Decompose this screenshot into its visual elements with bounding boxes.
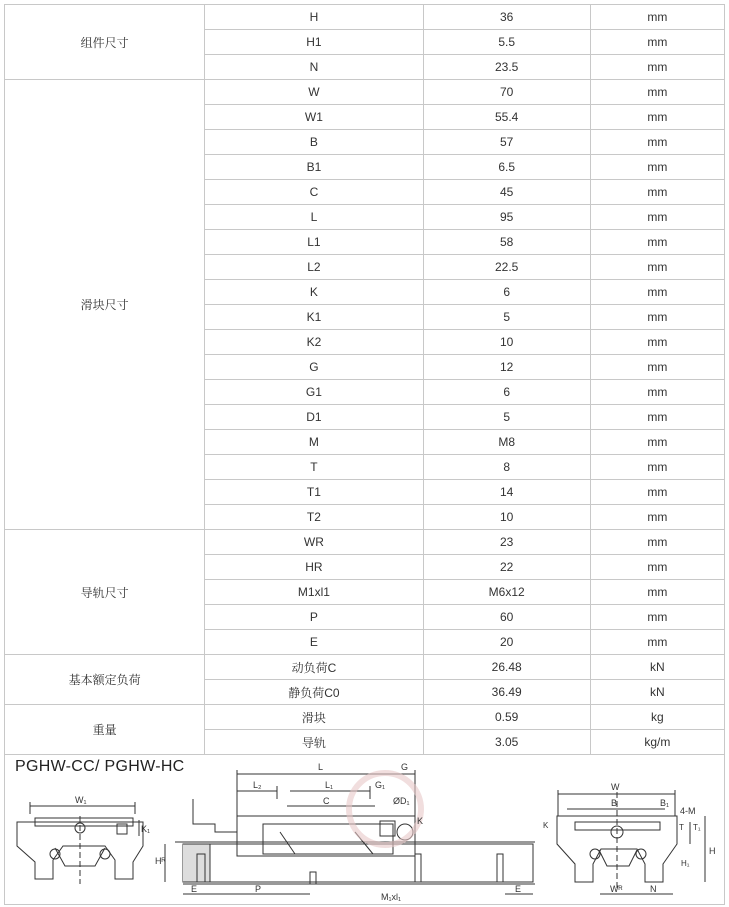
value-cell: 14 bbox=[423, 480, 590, 505]
group-cell-assembly: 组件尺寸 bbox=[5, 5, 205, 80]
value-cell: 45 bbox=[423, 180, 590, 205]
drawing-title: PGHW-CC/ PGHW-HC bbox=[15, 758, 185, 775]
value-cell: 36.49 bbox=[423, 680, 590, 705]
param-cell: C bbox=[205, 180, 423, 205]
label-l2: L₂ bbox=[253, 780, 262, 790]
param-cell: T bbox=[205, 455, 423, 480]
value-cell: 22.5 bbox=[423, 255, 590, 280]
unit-cell: mm bbox=[590, 505, 724, 530]
label-m1l1: M₁xl₁ bbox=[381, 892, 402, 902]
table-row bbox=[5, 5, 725, 30]
label-k1: K₁ bbox=[141, 824, 151, 834]
value-cell: M6x12 bbox=[423, 580, 590, 605]
value-cell: 57 bbox=[423, 130, 590, 155]
param-cell: L bbox=[205, 205, 423, 230]
value-cell: 36 bbox=[423, 5, 590, 30]
unit-cell: mm bbox=[590, 155, 724, 180]
value-cell: 55.4 bbox=[423, 105, 590, 130]
unit-cell: mm bbox=[590, 330, 724, 355]
label-t1: T₁ bbox=[693, 823, 701, 832]
label-d1: ØD₁ bbox=[393, 796, 410, 806]
unit-cell: mm bbox=[590, 105, 724, 130]
label-c: C bbox=[323, 796, 330, 806]
label-w: W bbox=[611, 782, 620, 792]
unit-cell: kg bbox=[590, 705, 724, 730]
spec-table bbox=[4, 4, 725, 755]
param-cell: K1 bbox=[205, 305, 423, 330]
value-cell: 23.5 bbox=[423, 55, 590, 80]
unit-cell: kN bbox=[590, 680, 724, 705]
label-h1: H₁ bbox=[681, 859, 690, 868]
group-cell-weight: 重量 bbox=[5, 705, 205, 755]
unit-cell: kN bbox=[590, 655, 724, 680]
unit-cell: mm bbox=[590, 80, 724, 105]
unit-cell: mm bbox=[590, 405, 724, 430]
unit-cell: mm bbox=[590, 630, 724, 655]
param-cell: T2 bbox=[205, 505, 423, 530]
param-cell: B bbox=[205, 130, 423, 155]
param-cell: 静负荷C0 bbox=[205, 680, 423, 705]
unit-cell: mm bbox=[590, 380, 724, 405]
group-cell-block: 滑块尺寸 bbox=[5, 80, 205, 530]
param-cell: 导轨 bbox=[205, 730, 423, 755]
unit-cell: mm bbox=[590, 555, 724, 580]
label-p: P bbox=[255, 884, 262, 894]
value-cell: 3.05 bbox=[423, 730, 590, 755]
value-cell: 6 bbox=[423, 380, 590, 405]
value-cell: 26.48 bbox=[423, 655, 590, 680]
value-cell: 6 bbox=[423, 280, 590, 305]
unit-cell: mm bbox=[590, 355, 724, 380]
value-cell: 0.59 bbox=[423, 705, 590, 730]
unit-cell: mm bbox=[590, 5, 724, 30]
unit-cell: mm bbox=[590, 230, 724, 255]
label-hr: Hᴿ bbox=[155, 856, 166, 866]
unit-cell: mm bbox=[590, 480, 724, 505]
unit-cell: kg/m bbox=[590, 730, 724, 755]
label-n: N bbox=[650, 884, 657, 894]
label-g: G bbox=[401, 762, 409, 772]
table-row bbox=[5, 80, 725, 105]
param-cell: HR bbox=[205, 555, 423, 580]
param-cell: H1 bbox=[205, 30, 423, 55]
label-h: H bbox=[709, 846, 716, 856]
unit-cell: mm bbox=[590, 430, 724, 455]
param-cell: M bbox=[205, 430, 423, 455]
value-cell: 5 bbox=[423, 405, 590, 430]
front-view-left bbox=[17, 802, 143, 884]
unit-cell: mm bbox=[590, 55, 724, 80]
side-view bbox=[165, 770, 535, 894]
label-g1: G₁ bbox=[375, 780, 386, 790]
unit-cell: mm bbox=[590, 180, 724, 205]
label-4m: 4-M bbox=[680, 806, 696, 816]
param-cell: 滑块 bbox=[205, 705, 423, 730]
value-cell: 8 bbox=[423, 455, 590, 480]
value-cell: 58 bbox=[423, 230, 590, 255]
value-cell: 10 bbox=[423, 505, 590, 530]
param-cell: P bbox=[205, 605, 423, 630]
unit-cell: mm bbox=[590, 280, 724, 305]
param-cell: M1xl1 bbox=[205, 580, 423, 605]
label-wr: Wᴿ bbox=[610, 884, 623, 894]
param-cell: B1 bbox=[205, 155, 423, 180]
value-cell: 22 bbox=[423, 555, 590, 580]
label-w1: W₁ bbox=[75, 795, 87, 805]
param-cell: WR bbox=[205, 530, 423, 555]
param-cell: W bbox=[205, 80, 423, 105]
param-cell: 动负荷C bbox=[205, 655, 423, 680]
param-cell: K2 bbox=[205, 330, 423, 355]
value-cell: 10 bbox=[423, 330, 590, 355]
label-l: L bbox=[318, 762, 324, 772]
value-cell: 95 bbox=[423, 205, 590, 230]
value-cell: 5 bbox=[423, 305, 590, 330]
value-cell: 70 bbox=[423, 80, 590, 105]
drawing-panel bbox=[4, 754, 725, 905]
group-cell-rail: 导轨尺寸 bbox=[5, 530, 205, 655]
param-cell: G1 bbox=[205, 380, 423, 405]
unit-cell: mm bbox=[590, 580, 724, 605]
unit-cell: mm bbox=[590, 455, 724, 480]
label-k: K bbox=[417, 816, 424, 826]
unit-cell: mm bbox=[590, 305, 724, 330]
label-b: B bbox=[611, 798, 618, 808]
param-cell: K bbox=[205, 280, 423, 305]
value-cell: 12 bbox=[423, 355, 590, 380]
group-cell-load: 基本额定负荷 bbox=[5, 655, 205, 705]
param-cell: H bbox=[205, 5, 423, 30]
unit-cell: mm bbox=[590, 605, 724, 630]
table-row bbox=[5, 530, 725, 555]
label-b1: B₁ bbox=[660, 798, 670, 808]
label-e2: E bbox=[515, 884, 522, 894]
value-cell: 6.5 bbox=[423, 155, 590, 180]
table-row bbox=[5, 655, 725, 680]
technical-drawing bbox=[5, 754, 724, 904]
value-cell: 60 bbox=[423, 605, 590, 630]
param-cell: E bbox=[205, 630, 423, 655]
value-cell: 23 bbox=[423, 530, 590, 555]
unit-cell: mm bbox=[590, 205, 724, 230]
table-row bbox=[5, 705, 725, 730]
label-k-side: K bbox=[543, 821, 549, 830]
param-cell: N bbox=[205, 55, 423, 80]
unit-cell: mm bbox=[590, 255, 724, 280]
param-cell: L1 bbox=[205, 230, 423, 255]
param-cell: G bbox=[205, 355, 423, 380]
unit-cell: mm bbox=[590, 30, 724, 55]
label-t: T bbox=[679, 823, 684, 832]
unit-cell: mm bbox=[590, 530, 724, 555]
param-cell: T1 bbox=[205, 480, 423, 505]
label-e: E bbox=[191, 884, 198, 894]
param-cell: W1 bbox=[205, 105, 423, 130]
param-cell: D1 bbox=[205, 405, 423, 430]
value-cell: 5.5 bbox=[423, 30, 590, 55]
label-l1: L₁ bbox=[325, 780, 334, 790]
unit-cell: mm bbox=[590, 130, 724, 155]
param-cell: L2 bbox=[205, 255, 423, 280]
value-cell: 20 bbox=[423, 630, 590, 655]
value-cell: M8 bbox=[423, 430, 590, 455]
